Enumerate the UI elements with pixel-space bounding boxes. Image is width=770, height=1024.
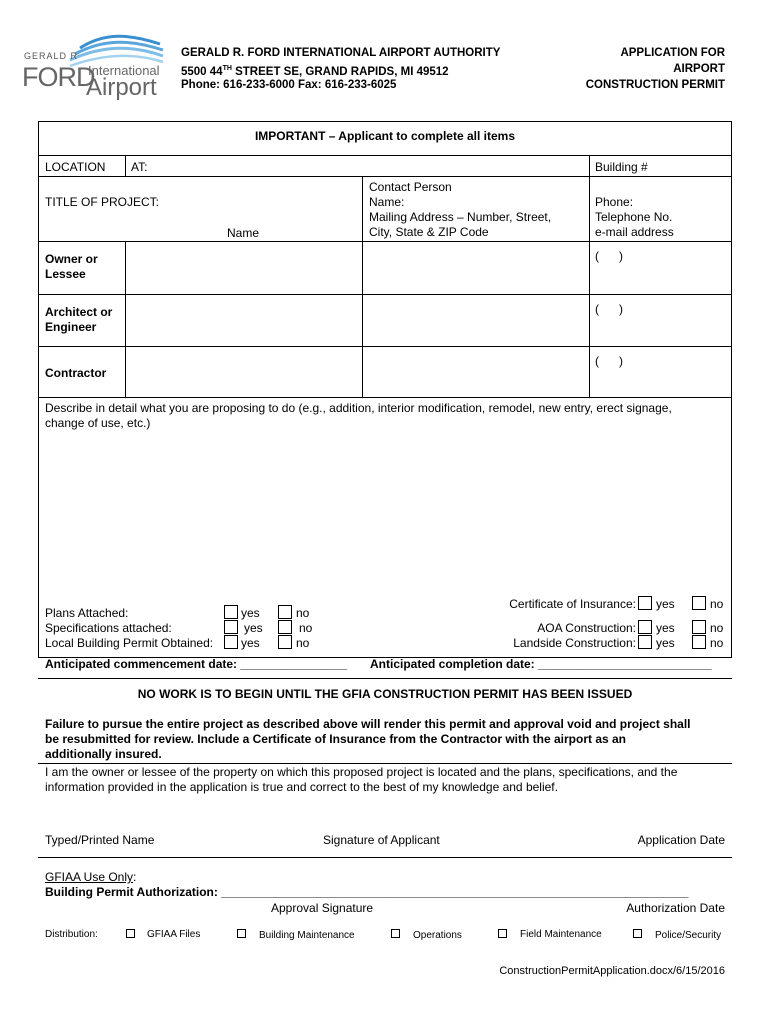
local-yes-checkbox[interactable] bbox=[224, 635, 238, 649]
typed-name-field[interactable] bbox=[40, 800, 290, 828]
specs-yes-label: yes bbox=[244, 621, 263, 635]
completion-date-field[interactable]: Anticipated completion date: __________________________ bbox=[370, 657, 712, 671]
dist-gfiaa-files-label: GFIAA Files bbox=[147, 929, 201, 940]
authorization-date-label: Authorization Date bbox=[626, 901, 725, 915]
contact-header-2: Name: bbox=[369, 195, 405, 209]
address-post: STREET SE, GRAND RAPIDS, MI 49512 bbox=[231, 65, 449, 78]
owner-statement-1: I am the owner or lessee of the property on which this proposed project is located and the plans, specifications, and the bbox=[45, 765, 678, 779]
form-title-3: CONSTRUCTION PERMIT bbox=[585, 79, 725, 91]
describe-line-2: change of use, etc.) bbox=[45, 416, 151, 430]
specs-attached-label: Specifications attached: bbox=[45, 621, 172, 635]
architect-label-2: Engineer bbox=[45, 320, 97, 334]
landside-yes-checkbox[interactable] bbox=[638, 635, 652, 649]
cert-no-label: no bbox=[710, 597, 724, 611]
dist-gfiaa-files-checkbox[interactable] bbox=[126, 929, 135, 938]
phone-header-2: Telephone No. bbox=[595, 210, 673, 224]
distribution-label: Distribution: bbox=[45, 929, 98, 940]
cert-yes-checkbox[interactable] bbox=[638, 596, 652, 610]
failure-text-3: additionally insured. bbox=[45, 747, 162, 761]
architect-label-1: Architect or bbox=[45, 305, 113, 319]
dist-police-security-checkbox[interactable] bbox=[633, 929, 642, 938]
name-column-header: Name bbox=[227, 226, 260, 240]
aoa-yes-label: yes bbox=[656, 621, 675, 635]
local-permit-label: Local Building Permit Obtained: bbox=[45, 636, 214, 650]
specs-no-checkbox[interactable] bbox=[278, 620, 292, 634]
dist-field-maintenance-checkbox[interactable] bbox=[498, 929, 507, 938]
description-field[interactable] bbox=[40, 432, 730, 592]
aoa-label: AOA Construction: bbox=[537, 621, 636, 635]
landside-no-checkbox[interactable] bbox=[692, 635, 706, 649]
plans-yes-checkbox[interactable] bbox=[224, 605, 238, 619]
dist-building-maintenance-label: Building Maintenance bbox=[259, 930, 355, 941]
phone-header-1: Phone: bbox=[595, 195, 634, 209]
logo-ford: FORD bbox=[22, 62, 95, 92]
title-of-project-label: TITLE OF PROJECT: bbox=[45, 195, 160, 209]
plans-attached-label: Plans Attached: bbox=[45, 606, 129, 620]
signature-field[interactable] bbox=[300, 800, 500, 828]
at-label: AT: bbox=[131, 160, 148, 174]
plans-yes-label: yes bbox=[241, 606, 260, 620]
local-no-checkbox[interactable] bbox=[278, 635, 292, 649]
owner-address-field[interactable] bbox=[363, 242, 589, 294]
dist-police-security-label: Police/Security bbox=[655, 930, 722, 941]
signature-label: Signature of Applicant bbox=[323, 833, 440, 847]
important-banner: IMPORTANT – Applicant to complete all items bbox=[254, 129, 516, 143]
form-title-1: APPLICATION FOR bbox=[620, 47, 725, 59]
footer-filename: ConstructionPermitApplication.docx/6/15/2016 bbox=[499, 965, 725, 977]
specs-no-label: no bbox=[299, 621, 313, 635]
local-no-label: no bbox=[296, 636, 310, 650]
contractor-phone-paren: ( ) bbox=[595, 354, 623, 368]
logo-airport: Airport bbox=[86, 74, 157, 101]
architect-phone-paren: ( ) bbox=[595, 302, 623, 316]
aoa-yes-checkbox[interactable] bbox=[638, 620, 652, 634]
cert-yes-label: yes bbox=[656, 597, 675, 611]
gfiaa-use-only-label: GFIAA Use Only bbox=[45, 870, 134, 884]
commencement-date-field[interactable]: Anticipated commencement date: ________________ bbox=[45, 657, 348, 671]
dist-field-maintenance-label: Field Maintenance bbox=[520, 929, 602, 940]
landside-no-label: no bbox=[710, 636, 724, 650]
form-title-2: AIRPORT bbox=[673, 63, 725, 75]
authority-phone: Phone: 616-233-6000 Fax: 616-233-6025 bbox=[181, 79, 397, 91]
gfiaa-colon: : bbox=[133, 870, 137, 884]
contractor-name-field[interactable] bbox=[126, 347, 362, 397]
address-pre: 5500 44 bbox=[181, 65, 223, 78]
contact-header-4: City, State & ZIP Code bbox=[369, 225, 489, 239]
phone-header-3: e-mail address bbox=[595, 225, 674, 239]
failure-text-2: be resubmitted for review. Include a Certificate of Insurance from the Contractor with the airport as an bbox=[45, 732, 627, 746]
plans-no-checkbox[interactable] bbox=[278, 605, 292, 619]
no-work-notice: NO WORK IS TO BEGIN UNTIL THE GFIA CONSTRUCTION PERMIT HAS BEEN ISSUED bbox=[137, 687, 633, 701]
application-date-field[interactable] bbox=[580, 800, 730, 828]
contact-header-3: Mailing Address – Number, Street, bbox=[369, 210, 552, 224]
cert-no-checkbox[interactable] bbox=[692, 596, 706, 610]
typed-name-label: Typed/Printed Name bbox=[45, 833, 155, 847]
contractor-label: Contractor bbox=[45, 366, 107, 380]
application-date-label: Application Date bbox=[637, 833, 725, 847]
plans-no-label: no bbox=[296, 606, 310, 620]
gfiaa-use-only bbox=[45, 870, 136, 884]
location-label: LOCATION bbox=[45, 160, 106, 174]
approval-signature-label: Approval Signature bbox=[271, 901, 374, 915]
landside-label: Landside Construction: bbox=[513, 636, 636, 650]
failure-text-1: Failure to pursue the entire project as described above will render this permit and approval void and project shall bbox=[45, 717, 691, 731]
aoa-no-label: no bbox=[710, 621, 724, 635]
owner-statement-2: information provided in the application is true and correct to the best of my knowledge and belief. bbox=[45, 780, 558, 794]
owner-label-2: Lessee bbox=[45, 267, 86, 281]
local-yes-label: yes bbox=[241, 636, 260, 650]
building-permit-authorization[interactable]: Building Permit Authorization: ______________________________________________________________________ bbox=[45, 885, 689, 899]
dist-building-maintenance-checkbox[interactable] bbox=[237, 929, 246, 938]
authority-name: GERALD R. FORD INTERNATIONAL AIRPORT AUTHORITY bbox=[181, 47, 501, 59]
owner-label-1: Owner or bbox=[45, 252, 98, 266]
specs-yes-checkbox[interactable] bbox=[224, 620, 238, 634]
contact-header-1: Contact Person bbox=[369, 180, 452, 194]
landside-yes-label: yes bbox=[656, 636, 675, 650]
owner-phone-paren: ( ) bbox=[595, 249, 623, 263]
describe-line-1: Describe in detail what you are proposing to do (e.g., addition, interior modification, remodel, new entry, erect signage, bbox=[45, 401, 672, 415]
building-label: Building # bbox=[595, 160, 648, 174]
dist-operations-label: Operations bbox=[413, 930, 462, 941]
owner-name-field[interactable] bbox=[126, 242, 362, 294]
cert-insurance-label: Certificate of Insurance: bbox=[509, 597, 636, 611]
architect-name-field[interactable] bbox=[126, 295, 362, 346]
logo-international: International bbox=[88, 63, 160, 78]
logo-gerald: GERALD R bbox=[24, 51, 79, 61]
address-sup: TH bbox=[222, 65, 232, 72]
dist-operations-checkbox[interactable] bbox=[391, 929, 400, 938]
aoa-no-checkbox[interactable] bbox=[692, 620, 706, 634]
